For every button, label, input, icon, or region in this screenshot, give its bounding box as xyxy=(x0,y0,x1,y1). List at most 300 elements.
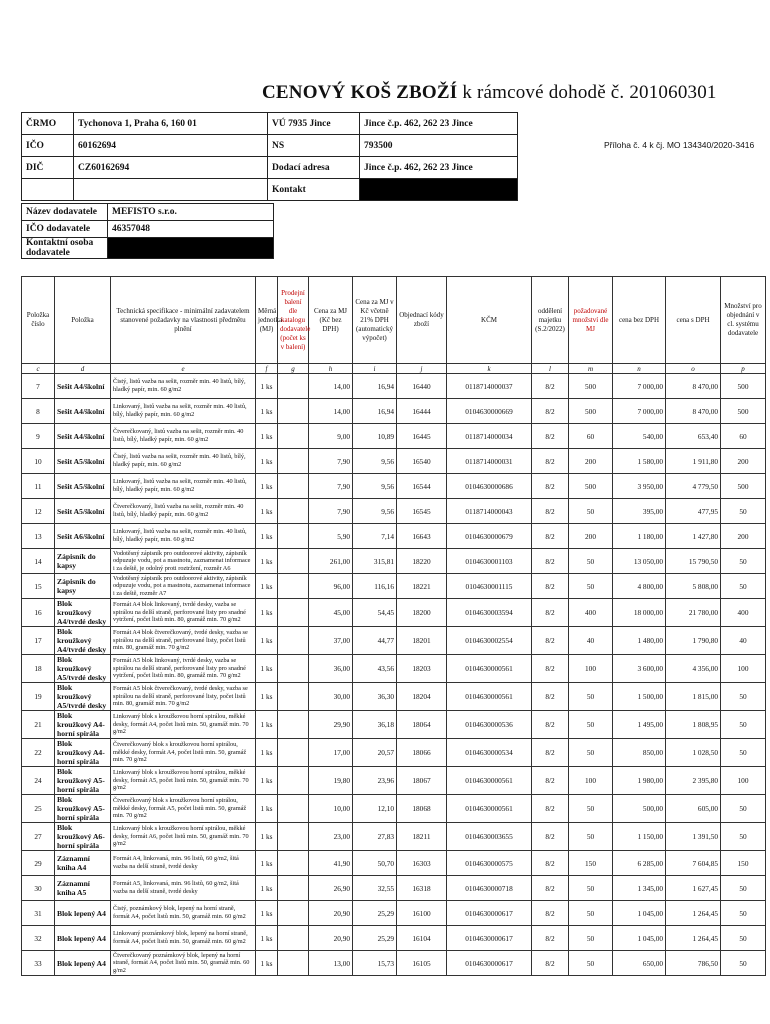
table-cell: 8/2 xyxy=(532,851,569,876)
table-cell: Linkovaný, listů vazba na sešit, rozměr min. 40 listů, bílý, hladký papír, min. 60 g/m2 xyxy=(111,524,256,549)
table-cell: 0104630000669 xyxy=(447,399,532,424)
column-header: Množství pro objednání v cl. systému dodavatele xyxy=(721,277,766,364)
buyer-info-table xyxy=(21,112,518,201)
table-cell: 8/2 xyxy=(532,926,569,951)
supplier-info-cell: Kontaktní osoba dodavatele xyxy=(22,238,108,259)
table-cell: 0118714000031 xyxy=(447,449,532,474)
table-cell: 7,90 xyxy=(309,499,353,524)
table-cell: 1 980,00 xyxy=(613,767,666,795)
buyer-info-cell: NS xyxy=(268,135,360,157)
table-cell: Sešit A4/školní xyxy=(55,424,111,449)
table-cell: 50 xyxy=(721,574,766,599)
table-cell: 13 xyxy=(22,524,55,549)
table-cell: 8/2 xyxy=(532,399,569,424)
table-cell: 1 ks xyxy=(256,851,278,876)
table-cell: 0104630000617 xyxy=(447,951,532,976)
table-cell: 100 xyxy=(569,655,613,683)
column-letter: p xyxy=(721,364,766,374)
column-letter: c xyxy=(22,364,55,374)
buyer-info-cell xyxy=(360,179,518,201)
table-cell: 8/2 xyxy=(532,901,569,926)
table-cell: 605,00 xyxy=(666,795,721,823)
table-cell xyxy=(278,901,309,926)
buyer-info-cell: DIČ xyxy=(22,157,74,179)
table-cell: 1 ks xyxy=(256,524,278,549)
table-cell: 20,57 xyxy=(353,739,397,767)
table-cell xyxy=(278,655,309,683)
table-cell: Blok kroužkový A4/tvrdé desky xyxy=(55,599,111,627)
table-cell: 1 ks xyxy=(256,823,278,851)
table-cell: 1 ks xyxy=(256,739,278,767)
table-cell: 1 264,45 xyxy=(666,926,721,951)
table-cell: 850,00 xyxy=(613,739,666,767)
table-cell: 4 800,00 xyxy=(613,574,666,599)
table-cell: 40 xyxy=(569,627,613,655)
table-cell: 37,00 xyxy=(309,627,353,655)
table-cell: 1 391,50 xyxy=(666,823,721,851)
table-cell: 7 xyxy=(22,374,55,399)
table-cell: 500 xyxy=(721,374,766,399)
table-cell: 200 xyxy=(569,449,613,474)
table-cell: 18066 xyxy=(397,739,447,767)
buyer-info-cell: Jince č.p. 462, 262 23 Jince xyxy=(360,113,518,135)
column-letter: h xyxy=(309,364,353,374)
title-rest: k rámcové dohodě č. 201060301 xyxy=(462,82,717,103)
column-header: cena bez DPH xyxy=(613,277,666,364)
table-cell: 0104630000718 xyxy=(447,876,532,901)
table-cell: Čtverečkovaný, listů vazba na sešit, rozměr min. 40 listů, bílý, hladký papír, min. 60 g/m2 xyxy=(111,424,256,449)
table-cell xyxy=(278,574,309,599)
table-cell: Sešit A5/školní xyxy=(55,474,111,499)
table-cell: Čtverečkovaný blok s kroužkovou horní spirálou, měkké desky, formát A5, počet listů min. 50, gramáž min. 70 g/m2 xyxy=(111,795,256,823)
table-cell: 50 xyxy=(721,499,766,524)
table-cell: 13,00 xyxy=(309,951,353,976)
supplier-info-row xyxy=(22,204,274,221)
supplier-info-cell: Název dodavatele xyxy=(22,204,108,221)
table-cell: 0104630000534 xyxy=(447,739,532,767)
table-cell: 16445 xyxy=(397,424,447,449)
table-cell: 0104630000536 xyxy=(447,711,532,739)
buyer-info-cell: ČRMO xyxy=(22,113,74,135)
table-cell: Čistý, listů vazba na sešit, rozměr min. 40 listů, bílý, hladký papír, min. 60 g/m2 xyxy=(111,449,256,474)
supplier-info-cell: MEFISTO s.r.o. xyxy=(108,204,274,221)
table-cell: 23,00 xyxy=(309,823,353,851)
table-row xyxy=(22,711,766,739)
table-row xyxy=(22,683,766,711)
table-cell: 0104630000617 xyxy=(447,901,532,926)
table-cell: 50 xyxy=(721,876,766,901)
table-cell: 50 xyxy=(569,683,613,711)
buyer-info-cell: CZ60162694 xyxy=(74,157,268,179)
table-cell: 7,90 xyxy=(309,474,353,499)
table-cell: 8/2 xyxy=(532,474,569,499)
table-row xyxy=(22,449,766,474)
table-cell: 5,90 xyxy=(309,524,353,549)
table-cell: 18 000,00 xyxy=(613,599,666,627)
supplier-info-cell: 46357048 xyxy=(108,221,274,238)
supplier-info-cell xyxy=(108,238,274,259)
table-cell: Linkovaný blok s kroužkovou horní spirálou, měkké desky, formát A6, počet listů min. 50, gramáž min. 70 g/m2 xyxy=(111,823,256,851)
table-cell: 150 xyxy=(569,851,613,876)
table-cell: Čtverečkovaný blok s kroužkovou horní spirálou, měkké desky, formát A4, počet listů min. 50, gramáž min. 70 g/m2 xyxy=(111,739,256,767)
table-cell: 0118714000034 xyxy=(447,424,532,449)
table-cell: 50 xyxy=(721,683,766,711)
table-cell: 16104 xyxy=(397,926,447,951)
table-cell: 17,00 xyxy=(309,739,353,767)
table-cell: 22 xyxy=(22,739,55,767)
column-header: Měrná jednotka (MJ) xyxy=(256,277,278,364)
table-cell xyxy=(278,739,309,767)
table-cell: 44,77 xyxy=(353,627,397,655)
table-cell: 9 xyxy=(22,424,55,449)
table-cell: 315,81 xyxy=(353,549,397,574)
table-cell: 18201 xyxy=(397,627,447,655)
table-cell: 1 ks xyxy=(256,711,278,739)
table-cell: 25 xyxy=(22,795,55,823)
table-cell: 7,90 xyxy=(309,449,353,474)
table-cell: 20,90 xyxy=(309,901,353,926)
table-cell: 18068 xyxy=(397,795,447,823)
table-cell: 16643 xyxy=(397,524,447,549)
table-cell: 36,00 xyxy=(309,655,353,683)
table-row xyxy=(22,499,766,524)
table-cell xyxy=(278,499,309,524)
table-cell: 1 ks xyxy=(256,627,278,655)
table-cell: 650,00 xyxy=(613,951,666,976)
table-cell: Blok lepený A4 xyxy=(55,926,111,951)
table-cell: 16 xyxy=(22,599,55,627)
table-row xyxy=(22,951,766,976)
table-cell: Sešit A6/školní xyxy=(55,524,111,549)
table-cell: 18 xyxy=(22,655,55,683)
table-cell: 786,50 xyxy=(666,951,721,976)
table-cell: 18211 xyxy=(397,823,447,851)
table-cell: Blok kroužkový A5/tvrdé desky xyxy=(55,655,111,683)
table-cell: 8/2 xyxy=(532,655,569,683)
table-row xyxy=(22,823,766,851)
column-header: Položka xyxy=(55,277,111,364)
buyer-info-cell: 793500 xyxy=(360,135,518,157)
table-cell: 8 470,00 xyxy=(666,399,721,424)
table-cell: 96,00 xyxy=(309,574,353,599)
table-cell xyxy=(278,524,309,549)
table-cell: Blok kroužkový A5/tvrdé desky xyxy=(55,683,111,711)
table-cell: 8/2 xyxy=(532,549,569,574)
table-cell: 50 xyxy=(721,823,766,851)
table-row xyxy=(22,399,766,424)
table-cell: 8/2 xyxy=(532,627,569,655)
table-cell xyxy=(278,599,309,627)
table-cell: 8/2 xyxy=(532,449,569,474)
table-cell: Linkovaný, listů vazba na sešit, rozměr min. 40 listů, bílý, hladký papír, min. 60 g/m2 xyxy=(111,474,256,499)
table-cell: Blok kroužkový A4-horní spirála xyxy=(55,711,111,739)
table-cell: 116,16 xyxy=(353,574,397,599)
table-cell xyxy=(278,767,309,795)
table-cell: 500 xyxy=(569,474,613,499)
table-cell: Čistý, poznámkový blok, lepený na horní straně, formát A4, počet listů min. 50, gramáž min. 60 g/m2 xyxy=(111,901,256,926)
table-cell: 29 xyxy=(22,851,55,876)
table-cell: 13 050,00 xyxy=(613,549,666,574)
table-cell: 50,70 xyxy=(353,851,397,876)
table-cell: Linkovaný, listů vazba na sešit, rozměr min. 40 listů, bílý, hladký papír, min. 60 g/m2 xyxy=(111,399,256,424)
table-cell: 16444 xyxy=(397,399,447,424)
table-cell: 477,95 xyxy=(666,499,721,524)
table-cell: 30 xyxy=(22,876,55,901)
table-cell: 1 500,00 xyxy=(613,683,666,711)
table-row xyxy=(22,524,766,549)
table-cell: 0104630000561 xyxy=(447,655,532,683)
table-cell: 15,73 xyxy=(353,951,397,976)
table-cell: 8/2 xyxy=(532,599,569,627)
table-cell: 1 ks xyxy=(256,655,278,683)
table-cell: 21 780,00 xyxy=(666,599,721,627)
table-cell: 24 xyxy=(22,767,55,795)
table-cell: 0118714000043 xyxy=(447,499,532,524)
table-cell: 36,18 xyxy=(353,711,397,739)
table-cell: 50 xyxy=(721,951,766,976)
table-cell: 1 ks xyxy=(256,374,278,399)
table-cell xyxy=(278,851,309,876)
column-header: Objednací kódy zboží xyxy=(397,277,447,364)
table-row xyxy=(22,627,766,655)
table-row xyxy=(22,739,766,767)
table-cell: 8 470,00 xyxy=(666,374,721,399)
table-cell: 8/2 xyxy=(532,524,569,549)
table-cell: Vodotěsný zápisník pro outdoorové aktivity, zápisník odpuzuje vodu, pot a mastnotu, zaznamenat informace i za deště, rozměr A7 xyxy=(111,574,256,599)
table-cell: 100 xyxy=(721,655,766,683)
table-cell: 1 815,00 xyxy=(666,683,721,711)
table-cell: 50 xyxy=(569,574,613,599)
column-header: Cena za MJ (Kč bez DPH) xyxy=(309,277,353,364)
table-cell: 8/2 xyxy=(532,374,569,399)
table-cell: 1 480,00 xyxy=(613,627,666,655)
table-cell: 16,94 xyxy=(353,399,397,424)
column-letter: l xyxy=(532,364,569,374)
table-cell: 8/2 xyxy=(532,795,569,823)
column-header: Položka číslo xyxy=(22,277,55,364)
table-cell: Záznamní kniha A5 xyxy=(55,876,111,901)
table-cell: 7,14 xyxy=(353,524,397,549)
table-cell: 0104630002554 xyxy=(447,627,532,655)
table-cell: 0104630000561 xyxy=(447,795,532,823)
table-cell: 32 xyxy=(22,926,55,951)
table-cell: 50 xyxy=(569,951,613,976)
table-row xyxy=(22,901,766,926)
table-cell: Blok lepený A4 xyxy=(55,901,111,926)
table-cell: 50 xyxy=(569,926,613,951)
table-cell: 0104630000686 xyxy=(447,474,532,499)
table-row xyxy=(22,424,766,449)
table-row xyxy=(22,767,766,795)
table-cell: 500 xyxy=(569,374,613,399)
table-row xyxy=(22,851,766,876)
table-cell: 400 xyxy=(569,599,613,627)
table-cell xyxy=(278,549,309,574)
table-cell: 36,30 xyxy=(353,683,397,711)
table-cell: Sešit A4/školní xyxy=(55,374,111,399)
table-cell: 5 808,00 xyxy=(666,574,721,599)
table-cell: 8 xyxy=(22,399,55,424)
table-cell: Sešit A5/školní xyxy=(55,499,111,524)
table-cell: 17 xyxy=(22,627,55,655)
table-cell xyxy=(278,683,309,711)
table-cell: 16100 xyxy=(397,901,447,926)
column-letter: j xyxy=(397,364,447,374)
table-cell: 8/2 xyxy=(532,951,569,976)
table-header-row xyxy=(22,277,766,364)
table-cell: 50 xyxy=(569,901,613,926)
table-cell: 1 ks xyxy=(256,399,278,424)
column-header: Technická specifikace - minimální zadavatelem stanovené požadavky na vlastnosti předmětu plnění xyxy=(111,277,256,364)
buyer-info-cell: IČO xyxy=(22,135,74,157)
table-cell: 150 xyxy=(721,851,766,876)
table-cell: 10,00 xyxy=(309,795,353,823)
table-cell: Formát A4, linkovaná, min. 96 listů, 60 g/m2, šitá vazba na delší straně, tvrdé desky xyxy=(111,851,256,876)
table-cell: 16105 xyxy=(397,951,447,976)
column-letter: e xyxy=(111,364,256,374)
table-cell: 1 ks xyxy=(256,876,278,901)
table-cell: 12,10 xyxy=(353,795,397,823)
table-cell: Formát A5 blok čtverečkovaný, tvrdé desky, vazba se spirálou na delší straně, perforované listy, počet listů min. 80, gramáž min. 70 g/m2 xyxy=(111,683,256,711)
table-cell: 1 ks xyxy=(256,424,278,449)
buyer-info-cell: Dodací adresa xyxy=(268,157,360,179)
table-cell: 25,29 xyxy=(353,901,397,926)
table-cell: 8/2 xyxy=(532,574,569,599)
table-cell: 43,56 xyxy=(353,655,397,683)
table-cell: 1 ks xyxy=(256,599,278,627)
table-cell: 1 790,80 xyxy=(666,627,721,655)
table-cell: 200 xyxy=(721,524,766,549)
table-cell: 400 xyxy=(721,599,766,627)
table-cell: 25,29 xyxy=(353,926,397,951)
table-cell: 18064 xyxy=(397,711,447,739)
buyer-info-cell xyxy=(74,179,268,201)
table-cell: 500 xyxy=(721,399,766,424)
table-cell: 8/2 xyxy=(532,876,569,901)
table-cell: 1 ks xyxy=(256,951,278,976)
table-cell: Čistý, listů vazba na sešit, rozměr min. 40 listů, bílý, hladký papír, min. 60 g/m2 xyxy=(111,374,256,399)
buyer-info-cell: Kontakt xyxy=(268,179,360,201)
column-letter: k xyxy=(447,364,532,374)
table-cell: Zápisník do kapsy xyxy=(55,574,111,599)
table-cell: Formát A5 blok linkovaný, tvrdé desky, vazba se spirálou na delší straně, perforované listy pro snadné vytržení, počet listů min. 80, gramáž min. 70 g/m2 xyxy=(111,655,256,683)
table-cell: 7 000,00 xyxy=(613,399,666,424)
table-cell: 1 808,95 xyxy=(666,711,721,739)
table-cell: 500 xyxy=(569,399,613,424)
table-cell: 16540 xyxy=(397,449,447,474)
table-cell: 18204 xyxy=(397,683,447,711)
table-cell: 50 xyxy=(721,795,766,823)
table-cell: 32,55 xyxy=(353,876,397,901)
table-cell: 1 911,80 xyxy=(666,449,721,474)
supplier-info-row xyxy=(22,221,274,238)
table-cell xyxy=(278,424,309,449)
column-header: požadované množství dle MJ xyxy=(569,277,613,364)
table-cell: 0104630003655 xyxy=(447,823,532,851)
table-cell: 3 600,00 xyxy=(613,655,666,683)
table-cell: 15 790,50 xyxy=(666,549,721,574)
column-header: cena s DPH xyxy=(666,277,721,364)
table-cell: 6 285,00 xyxy=(613,851,666,876)
table-cell: 50 xyxy=(569,549,613,574)
table-cell: Blok kroužkový A4/tvrdé desky xyxy=(55,627,111,655)
column-header: Cena za MJ v Kč včetně 21% DPH (automatický výpočet) xyxy=(353,277,397,364)
table-cell: Vodotěsný zápisník pro outdoorové aktivity, zápisník odpuzuje vodu, pot a mastnotu, zaznamenat informace i za deště, je odolný proti roztržení, rozměr A6 xyxy=(111,549,256,574)
table-row xyxy=(22,795,766,823)
table-cell: 1 150,00 xyxy=(613,823,666,851)
table-cell: 1 ks xyxy=(256,474,278,499)
buyer-info-cell: Tychonova 1, Praha 6, 160 01 xyxy=(74,113,268,135)
table-cell: 100 xyxy=(569,767,613,795)
table-cell: 9,00 xyxy=(309,424,353,449)
buyer-info-cell: Jince č.p. 462, 262 23 Jince xyxy=(360,157,518,179)
table-cell xyxy=(278,823,309,851)
table-cell: 0104630000617 xyxy=(447,926,532,951)
price-basket-table xyxy=(21,276,766,976)
table-cell: 50 xyxy=(569,499,613,524)
table-cell: 50 xyxy=(721,711,766,739)
table-cell: 21 xyxy=(22,711,55,739)
table-cell: 20,90 xyxy=(309,926,353,951)
column-letter: n xyxy=(613,364,666,374)
table-cell: 0104630001115 xyxy=(447,574,532,599)
table-cell: 8/2 xyxy=(532,711,569,739)
table-cell: 8/2 xyxy=(532,739,569,767)
column-letter: o xyxy=(666,364,721,374)
table-cell: 200 xyxy=(569,524,613,549)
buyer-info-row xyxy=(22,113,518,135)
table-cell: 1 045,00 xyxy=(613,901,666,926)
table-cell: 60 xyxy=(569,424,613,449)
table-cell: 18220 xyxy=(397,549,447,574)
table-cell: 18067 xyxy=(397,767,447,795)
table-cell: Formát A5, linkovaná, min. 96 listů, 60 g/m2, šitá vazba na delší straně, tvrdé desky xyxy=(111,876,256,901)
table-cell: 1 627,45 xyxy=(666,876,721,901)
table-cell: Blok kroužkový A5-horní spirála xyxy=(55,795,111,823)
table-cell: 15 xyxy=(22,574,55,599)
buyer-info-row xyxy=(22,157,518,179)
table-cell: 23,96 xyxy=(353,767,397,795)
table-row xyxy=(22,926,766,951)
table-cell: 50 xyxy=(569,876,613,901)
table-cell: 27,83 xyxy=(353,823,397,851)
supplier-info-row xyxy=(22,238,274,259)
table-cell: 9,56 xyxy=(353,474,397,499)
table-cell: 16,94 xyxy=(353,374,397,399)
table-cell: 50 xyxy=(721,926,766,951)
table-cell xyxy=(278,926,309,951)
table-cell: 7 604,85 xyxy=(666,851,721,876)
table-cell: 1 ks xyxy=(256,926,278,951)
table-cell: 8/2 xyxy=(532,767,569,795)
table-cell: 50 xyxy=(721,739,766,767)
attachment-note: Příloha č. 4 k čj. MO 134340/2020-3416 xyxy=(604,140,755,150)
table-cell: 60 xyxy=(721,424,766,449)
table-cell: 50 xyxy=(569,739,613,767)
table-cell: 33 xyxy=(22,951,55,976)
column-letter: g xyxy=(278,364,309,374)
table-cell: 100 xyxy=(721,767,766,795)
table-cell xyxy=(278,474,309,499)
table-cell: 16544 xyxy=(397,474,447,499)
table-cell: 41,90 xyxy=(309,851,353,876)
table-cell xyxy=(278,399,309,424)
table-cell: 18221 xyxy=(397,574,447,599)
table-cell: 31 xyxy=(22,901,55,926)
table-cell: Blok lepený A4 xyxy=(55,951,111,976)
table-row xyxy=(22,374,766,399)
table-cell: 14,00 xyxy=(309,399,353,424)
